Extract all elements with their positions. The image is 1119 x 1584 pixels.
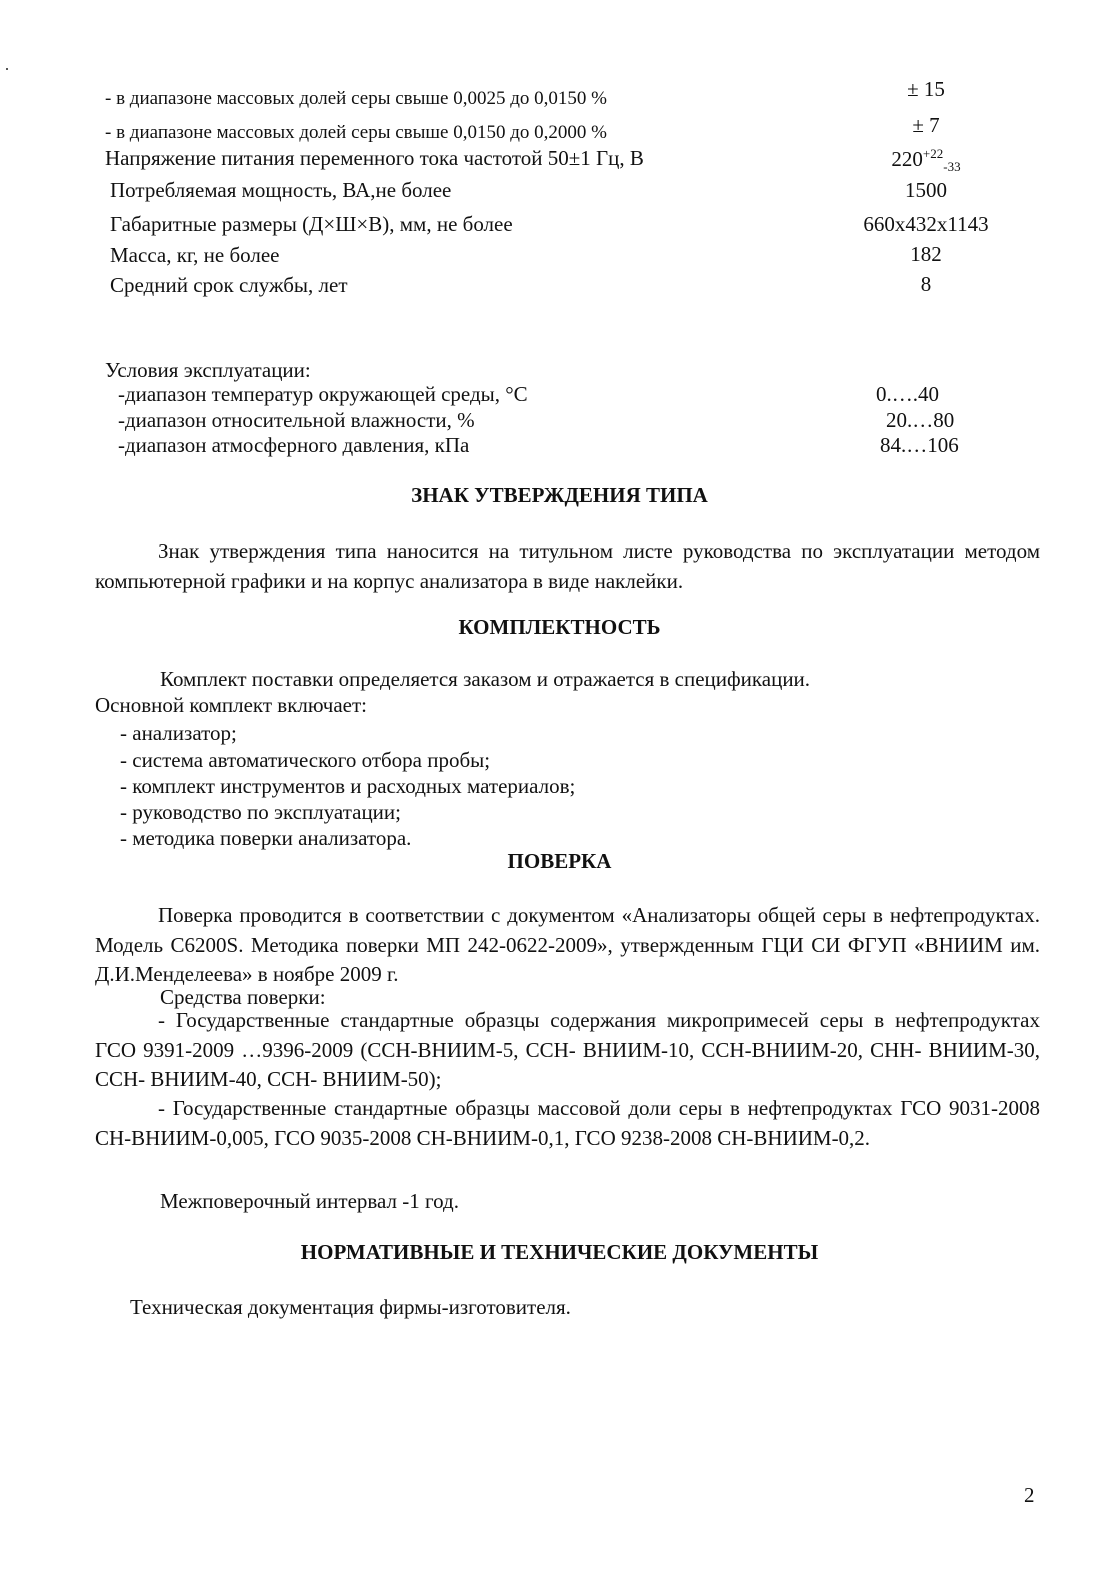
- spec-value-lifetime: 8: [920, 272, 932, 296]
- spec-label-power: Потребляемая мощность, ВА,не более: [110, 178, 452, 202]
- list-item: - система автоматического отбора пробы;: [120, 748, 491, 772]
- heading-verification: ПОВЕРКА: [507, 849, 612, 873]
- list-item: - анализатор;: [120, 721, 237, 745]
- heading-normative-documents: НОРМАТИВНЫЕ И ТЕХНИЧЕСКИЕ ДОКУМЕНТЫ: [300, 1240, 819, 1264]
- normative-text: Техническая документация фирмы-изготовителя.: [130, 1295, 571, 1319]
- verification-text: Поверка проводится в соответствии с документом «Анализаторы общей серы в нефтепродуктах. Модель С6200S. Методика поверки МП 242-0622-2009», утвержденным ГЦИ СИ ФГУП «ВНИИМ им. Д.И.Менделеева» в ноябре 2009 г.: [95, 903, 1040, 986]
- conditions-title: Условия эксплуатации:: [105, 358, 311, 382]
- condition-label-temperature: -диапазон температур окружающей среды, °С: [118, 382, 528, 406]
- spec-value-dimensions: 660x432x1143: [863, 212, 989, 236]
- spec-label-range-1: - в диапазоне массовых долей серы свыше 0,0025 до 0,0150 %: [105, 88, 607, 109]
- heading-completeness: КОМПЛЕКТНОСТЬ: [458, 615, 661, 639]
- condition-label-pressure: -диапазон атмосферного давления, кПа: [118, 433, 470, 457]
- spec-label-dimensions: Габаритные размеры (Д×Ш×В), мм, не более: [110, 212, 513, 236]
- list-item: - руководство по эксплуатации;: [120, 800, 401, 824]
- condition-label-humidity: -диапазон относительной влажности, %: [118, 408, 475, 432]
- verification-interval: Межповерочный интервал -1 год.: [160, 1189, 459, 1213]
- condition-value-humidity: 20.…80: [886, 408, 955, 432]
- verification-means-2: - Государственные стандартные образцы массовой доли серы в нефтепродуктах ГСО 9031-2008 СН-ВНИИМ-0,005, ГСО 9035-2008 СН-ВНИИМ-0,1, ГСО 9238-2008 СН-ВНИИМ-0,2.: [95, 1096, 1040, 1150]
- spec-label-range-2: - в диапазоне массовых долей серы свыше 0,0150 до 0,2000 %: [105, 122, 607, 143]
- list-item: - методика поверки анализатора.: [120, 826, 412, 850]
- spec-value-voltage: $220^{+22}_{-33}$: [891, 146, 961, 175]
- scan-speck: [6, 68, 8, 70]
- spec-label-mass: Масса, кг, не более: [110, 243, 280, 267]
- spec-label-voltage: Напряжение питания переменного тока частотой 50±1 Гц, В: [105, 146, 644, 170]
- spec-value-power: 1500: [905, 178, 947, 202]
- completeness-list-title: Основной комплект включает:: [95, 693, 367, 717]
- condition-value-pressure: 84.…106: [880, 433, 959, 457]
- verification-means-1: - Государственные стандартные образцы содержания микропримесей серы в нефтепродуктах ГСО 9391-2009 …9396-2009 (ССН-ВНИИМ-5, ССН- ВНИИМ-10, ССН-ВНИИМ-20, СНН- ВНИИМ-30, ССН- ВНИИМ-40, ССН- ВНИИМ-50);: [95, 1008, 1040, 1091]
- spec-value-mass: 182: [910, 242, 942, 266]
- condition-value-temperature: 0.….40: [876, 382, 939, 406]
- approval-text: Знак утверждения типа наносится на титульном листе руководства по эксплуатации методом компьютерной графики и на корпус анализатора в виде наклейки.: [95, 539, 1040, 593]
- list-item: - комплект инструментов и расходных материалов;: [120, 774, 576, 798]
- spec-value-range-2: ± 7: [912, 113, 940, 137]
- page-number: 2: [1024, 1483, 1035, 1507]
- spec-label-lifetime: Средний срок службы, лет: [110, 273, 348, 297]
- completeness-intro: Комплект поставки определяется заказом и отражается в спецификации.: [160, 667, 811, 691]
- spec-value-range-1: ± 15: [907, 77, 945, 101]
- verification-means-title: Средства поверки:: [160, 985, 326, 1009]
- heading-approval-mark: ЗНАК УТВЕРЖДЕНИЯ ТИПА: [411, 483, 708, 507]
